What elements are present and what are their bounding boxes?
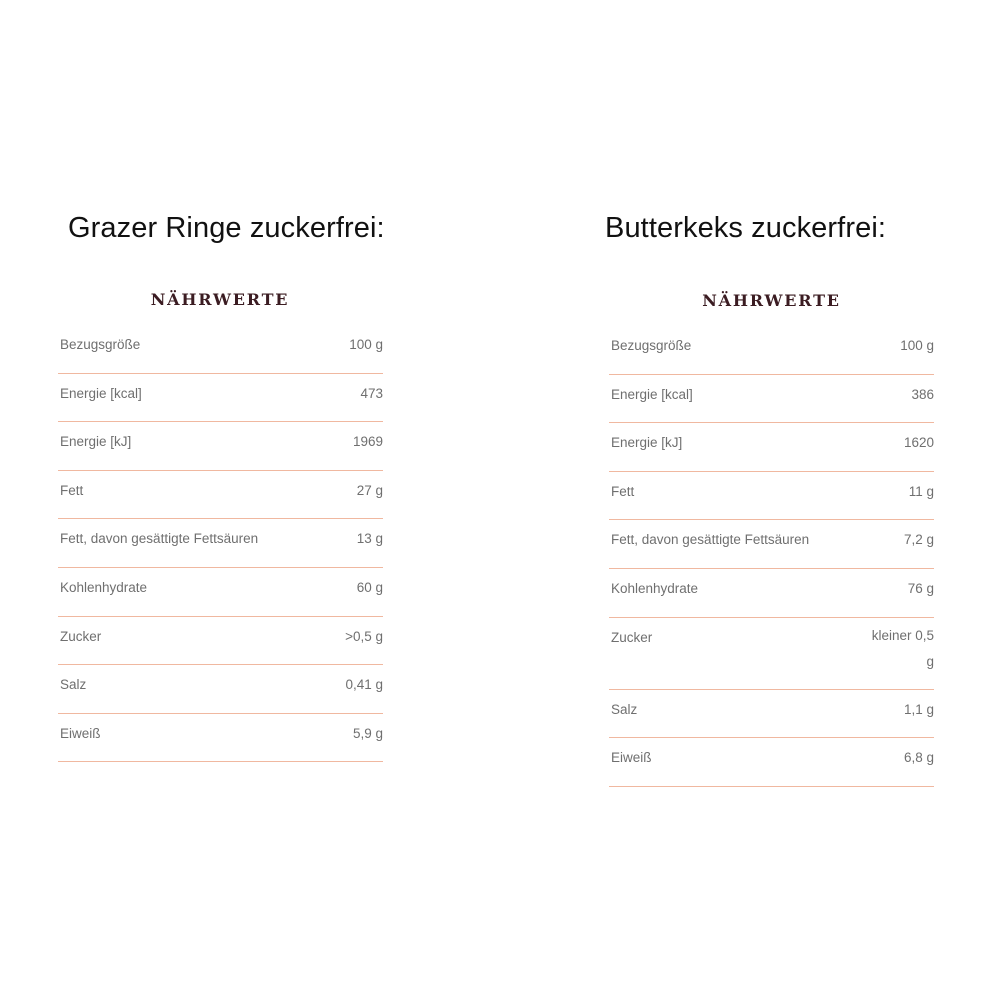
row-value: 1969 xyxy=(352,434,383,450)
nutrition-table xyxy=(609,326,934,787)
row-label: Energie [kJ] xyxy=(611,435,683,451)
row-label: Bezugsgröße xyxy=(60,337,141,352)
row-label: Energie [kcal] xyxy=(60,385,142,401)
row-label: Zucker xyxy=(60,628,102,644)
row-value: 1,1 g xyxy=(903,701,934,717)
table-row xyxy=(58,325,383,374)
table-row xyxy=(609,618,934,690)
row-value: 11 g xyxy=(908,483,934,499)
row-label: Fett, davon gesättigte Fettsäuren xyxy=(60,531,259,547)
table-row xyxy=(58,422,383,471)
row-label: Salz xyxy=(611,701,638,717)
nutrition-table xyxy=(58,325,383,762)
row-value: 1620 xyxy=(903,435,934,451)
table-row xyxy=(58,617,383,666)
panel-title: Butterkeks zuckerfrei: xyxy=(605,212,887,244)
table-row xyxy=(609,375,934,424)
section-heading: NÄHRWERTE xyxy=(150,290,290,309)
row-value: 7,2 g xyxy=(903,532,934,548)
table-row xyxy=(58,568,383,617)
row-value: 100 g xyxy=(900,338,934,353)
row-value: 100 g xyxy=(349,337,383,352)
table-row xyxy=(609,520,934,569)
section-heading: NÄHRWERTE xyxy=(702,291,841,310)
row-value: 6,8 g xyxy=(903,750,934,766)
row-label: Zucker xyxy=(611,629,653,645)
row-label: Eiweiß xyxy=(611,750,652,766)
row-label: Energie [kcal] xyxy=(611,386,693,402)
table-row xyxy=(58,665,383,714)
row-label: Energie [kJ] xyxy=(60,434,132,450)
table-row xyxy=(58,471,383,520)
row-value: 60 g xyxy=(356,579,383,595)
table-row xyxy=(609,690,934,739)
panel-title: Grazer Ringe zuckerfrei: xyxy=(68,212,385,244)
row-label: Fett xyxy=(60,482,84,498)
row-value: 5,9 g xyxy=(352,725,383,741)
row-label: Fett, davon gesättigte Fettsäuren xyxy=(611,532,810,548)
table-row xyxy=(609,738,934,787)
row-label: Fett xyxy=(611,483,635,499)
row-value: 0,41 g xyxy=(345,677,383,693)
row-label: Salz xyxy=(60,677,87,693)
table-row xyxy=(609,326,934,375)
row-value: >0,5 g xyxy=(345,628,383,644)
row-label: Eiweiß xyxy=(60,725,101,741)
row-label: Kohlenhydrate xyxy=(611,580,699,596)
row-label: Bezugsgröße xyxy=(611,338,692,353)
row-value: 386 xyxy=(911,386,934,402)
row-value: kleiner 0,5 g xyxy=(871,627,934,669)
row-value: 473 xyxy=(360,385,383,401)
table-row xyxy=(58,519,383,568)
row-value: 27 g xyxy=(356,482,383,498)
row-label: Kohlenhydrate xyxy=(60,579,148,595)
row-value: 13 g xyxy=(356,531,383,547)
table-row xyxy=(58,714,383,763)
table-row xyxy=(609,472,934,521)
row-value: 76 g xyxy=(907,580,934,596)
table-row xyxy=(58,374,383,423)
table-row xyxy=(609,423,934,472)
table-row xyxy=(609,569,934,618)
